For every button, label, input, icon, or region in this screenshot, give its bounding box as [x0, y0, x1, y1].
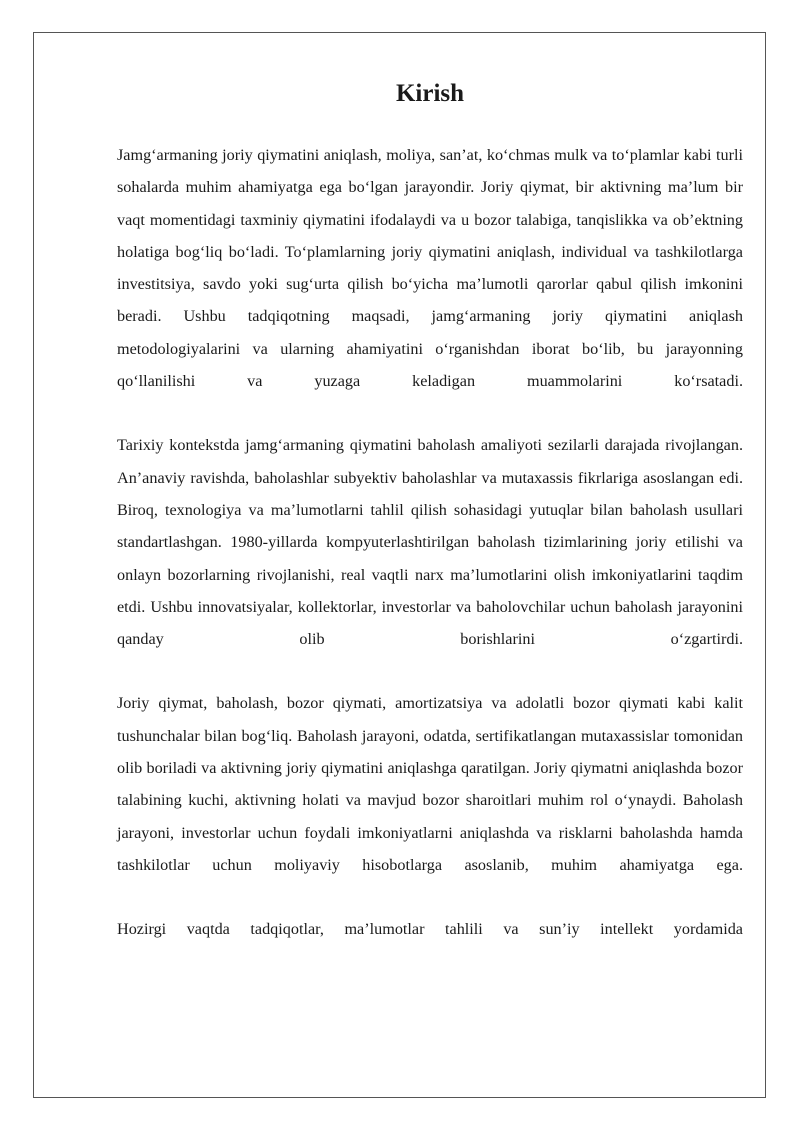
document-page — [33, 32, 766, 1098]
paragraph-current-research: Hozirgi vaqtda tadqiqotlar, ma’lumotlar tahlili va sun’iy intellekt yordamida — [117, 920, 743, 939]
paragraph-introduction: Jamg‘armaning joriy qiymatini aniqlash, moliya, san’at, ko‘chmas mulk va to‘plamlar kabi turli sohalarda muhim ahamiyatga ega bo‘lgan jarayondir. Joriy qiymat, bir aktivning ma’lum bir vaqt momentidagi taxminiy qiymatini ifodalaydi va u bozor talabiga, tanqislikka va ob’ektning holatiga bog‘liq bo‘ladi. To‘plamlarning joriy qiymatini aniqlash, individual va tashkilotlarga investitsiya, savdo yoki sug‘urta qilish bo‘yicha ma’lumotli qarorlar qabul qilish imkonini beradi. Ushbu tadqiqotning maqsadi, jamg‘armaning joriy qiymatini aniqlash metodologiyalarini va ularning ahamiyatini o‘rganishdan iborat bo‘lib, bu jarayonning qo‘llanilishi va yuzaga keladigan muammolarini ko‘rsatadi. — [117, 146, 743, 391]
document-title: Kirish — [395, 80, 465, 107]
paragraph-historical-context: Tarixiy kontekstda jamg‘armaning qiymatini baholash amaliyoti sezilarli darajada rivojlangan. An’anaviy ravishda, baholashlar subyektiv baholashlar va mutaxassis fikrlariga asoslangan edi. Biroq, texnologiya va ma’lumotlarni tahlil qilish sohasidagi yutuqlar bilan baholash usullari standartlashgan. 1980-yillarda kompyuterlashtirilgan baholash tizimlarining joriy etilishi va onlayn bozorlarning rivojlanishi, real vaqtli narx ma’lumotlarini olish imkoniyatlarini taqdim etdi. Ushbu innovatsiyalar, kollektorlar, investorlar va baholovchilar uchun baholash jarayonini qanday olib borishlarini o‘zgartirdi. — [117, 436, 743, 649]
paragraph-key-concepts: Joriy qiymat, baholash, bozor qiymati, amortizatsiya va adolatli bozor qiymati kabi kalit tushunchalar bilan bog‘liq. Baholash jarayoni, odatda, sertifikatlangan mutaxassislar tomonidan olib boriladi va aktivning joriy qiymatini aniqlashga qaratilgan. Joriy qiymatni aniqlashda bozor talabining kuchi, aktivning holati va mavjud bozor sharoitlari muhim rol o‘ynaydi. Baholash jarayoni, investorlar uchun foydali imkoniyatlarni aniqlashda va risklarni baholashda hamda tashkilotlar uchun moliyaviy hisobotlarga asoslanib, muhim ahamiyatga ega. — [117, 694, 743, 874]
page-content — [117, 79, 743, 946]
